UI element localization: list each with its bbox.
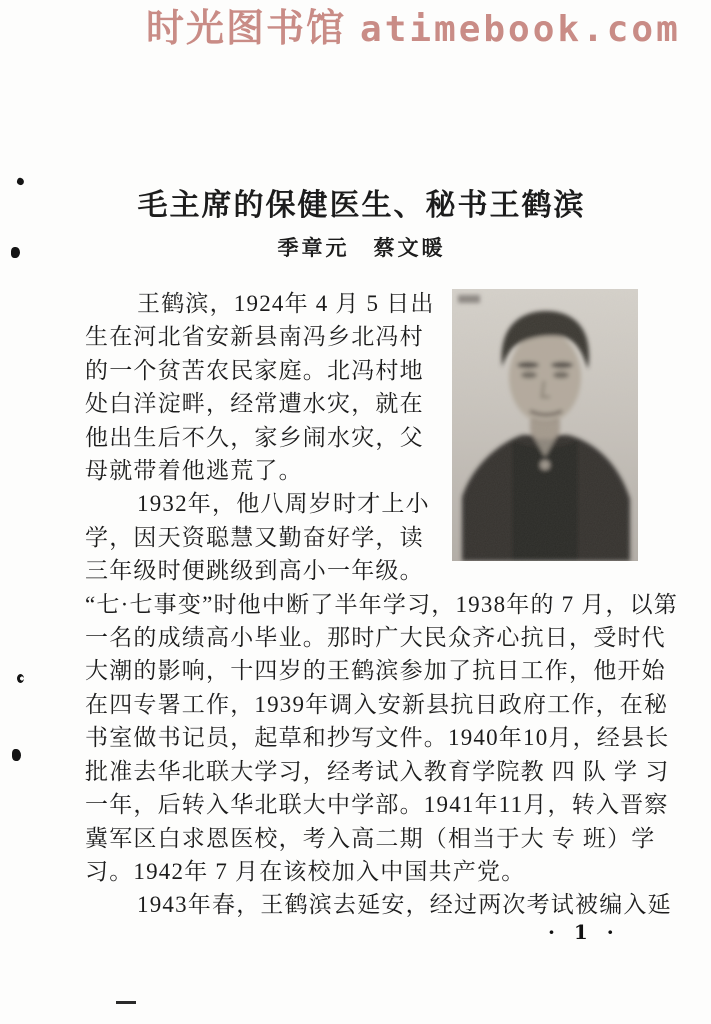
text-line: 习。1942年 7 月在该校加入中国共产党。: [85, 858, 526, 884]
text-line: 一名的成绩高小毕业。那时广大民众齐心抗日，受时代: [85, 625, 666, 651]
text-line: 1943年春，王鹤滨去延安，经过两次考试被编入延: [137, 892, 672, 918]
text-line: 学，因天资聪慧又勤奋好学，读: [85, 524, 424, 550]
text-line: 批准去华北联大学习，经考试入教育学院教 四 队 学 习: [85, 758, 670, 784]
text-line: 冀军区白求恩医校，考入高二期（相当于大 专 班）学: [85, 825, 656, 851]
text-line: 一年，后转入华北联大中学部。1941年11月，转入晋察: [85, 792, 669, 818]
article: [85, 183, 679, 922]
text-line: 在四专署工作，1939年调入安新县抗日政府工作，在秘: [85, 691, 669, 717]
watermark-site-url: atimebook.com: [360, 9, 681, 50]
portrait-photo: [452, 289, 638, 561]
text-line: 王鹤滨，1924年 4 月 5 日出: [137, 291, 435, 316]
text-line: 三年级时便跳级到高小一年级。: [85, 558, 424, 584]
scan-artifact-dash: [116, 1001, 136, 1004]
page-number: · 1 ·: [548, 920, 620, 944]
text-line: 1932年，他八周岁时才上小: [137, 491, 430, 517]
portrait-photo-image: [452, 289, 638, 561]
text-line: 母就带着他逃荒了。: [85, 458, 303, 484]
watermark-banner: [146, 6, 681, 52]
text-line: 他出生后不久，家乡闹水灾，父: [85, 424, 424, 450]
text-line: 的一个贫苦农民家庭。北冯村地: [85, 357, 424, 383]
text-line: “七·七事变”时他中断了半年学习，1938年的 7 月，以第: [85, 591, 679, 617]
text-line: 书室做书记员，起草和抄写文件。1940年10月，经县长: [85, 725, 670, 751]
ink-speck: [12, 749, 21, 761]
ink-speck: [11, 247, 20, 258]
text-line: 生在河北省安新县南冯乡北冯村: [85, 324, 424, 350]
watermark-site-name: 时光图书馆: [146, 6, 347, 50]
article-title: 毛主席的保健医生、秘书王鹤滨: [137, 189, 586, 222]
article-body: [85, 287, 679, 922]
ink-speck: [16, 177, 25, 186]
text-line: 处白洋淀畔，经常遭水灾，就在: [85, 391, 424, 417]
article-authors: 季章元 蔡文暖: [277, 236, 446, 260]
text-line: 大潮的影响，十四岁的王鹤滨参加了抗日工作，他开始: [85, 658, 666, 684]
ink-speck: [17, 674, 24, 683]
